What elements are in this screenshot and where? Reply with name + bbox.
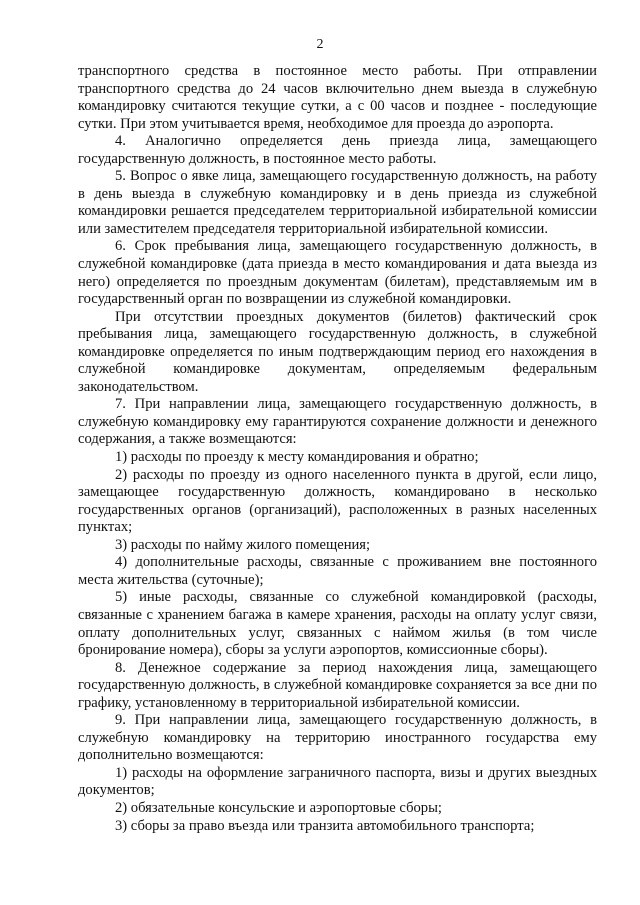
paragraph: 1) расходы на оформление заграничного паспорта, визы и других выездных документов; [78,764,597,799]
paragraph: 1) расходы по проезду к месту командирования и обратно; [115,449,479,466]
paragraph: 4. Аналогично определяется день приезда лица, замещающего государственную должность, в постоянное место работы. [78,133,597,167]
paragraph: 5. Вопрос о явке лица, замещающего государственную должность, на работу в день выезда в служебную командировку и в день приезда из служебной командировки решается председателем территориальной избирательной комиссии или заместителем председателя территориальной избирательной комиссии. [78,168,597,237]
paragraph: 2) обязательные консульские и аэропортовые сборы; [115,799,442,816]
paragraph: 7. При направлении лица, замещающего государственную должность, в служебную командировку ему гарантируются сохранение должности и денежного содержания, а также возмещаются: [78,396,597,448]
paragraph: 5) иные расходы, связанные со служебной командировкой (расходы, связанные с хранением багажа в камере хранения, расходы на оплату услуг связи, оплату дополнительных услуг, связанных с наймом жилья (в том числе бронирование номера), сборы за услуги аэропортов, комиссионные сборы). [78,589,597,659]
paragraph: 3) расходы по найму жилого помещения; [115,536,371,553]
paragraph: транспортного средства в постоянное место работы. При отправлении транспортного средства до 24 часов включительно днем выезда в служебную командировку считаются текущие сутки, а с 00 часов и позднее - последующие сутки. При этом учитывается время, необходимое для проезда до аэропорта. [78,63,597,132]
paragraph: 8. Денежное содержание за период нахождения лица, замещающего государственную должность, в служебной командировке сохраняется за все дни по графику, установленному в территориальной избирательной комиссии. [78,659,597,711]
paragraph: 4) дополнительные расходы, связанные с проживанием вне постоянного места жительства (суточные); [78,554,597,588]
page-number: 2 [316,37,324,52]
document-body [78,63,597,835]
paragraph: 9. При направлении лица, замещающего государственную должность, в служебную командировку на территорию иностранного государства ему дополнительно возмещаются: [78,712,597,764]
paragraph: 2) расходы по проезду из одного населенного пункта в другой, если лицо, замещающее государственную должность, командировано в несколько государственных органов (организаций), расположенных в разных населенных пунктах; [78,466,597,536]
paragraph: 6. Срок пребывания лица, замещающего государственную должность, в служебной командировке (дата приезда в место командирования и дата выезда из него) определяется по проездным документам (билетам), представляемым им в государственный орган по возвращении из служебной командировки. [78,238,597,308]
paragraph: При отсутствии проездных документов (билетов) фактический срок пребывания лица, замещающего государственную должность, в служебной командировке определяется по иным подтверждающим период его нахождения в служебной командировке документам, определяемым федеральным законодательством. [78,308,597,395]
paragraph: 3) сборы за право въезда или транзита автомобильного транспорта; [115,817,535,834]
